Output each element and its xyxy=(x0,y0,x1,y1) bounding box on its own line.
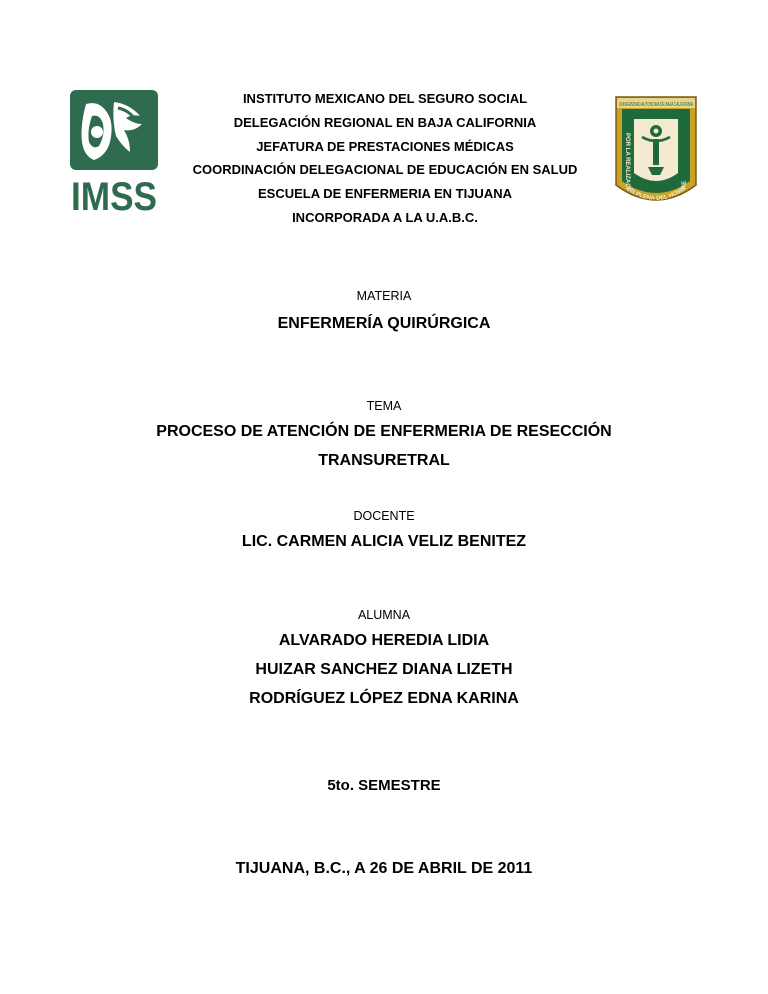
materia-value: ENFERMERÍA QUIRÚRGICA xyxy=(277,315,491,332)
seal-band-textpath: POR LA REALIZACION PLENA DEL HOMBRE xyxy=(624,133,688,203)
header-school: ESCUELA DE ENFERMERIA EN TIJUANA xyxy=(257,186,512,201)
seal-top-text: UNIVERSIDAD AUTONOMA DE BAJA CALIFORNIA xyxy=(619,102,694,108)
materia-label: MATERIA xyxy=(356,289,412,303)
alumna-label: ALUMNA xyxy=(357,608,411,622)
alumna-name: ALVARADO HEREDIA LIDIA xyxy=(278,632,490,649)
imss-logo xyxy=(70,90,158,219)
tema-line-2: TRANSURETRAL xyxy=(318,452,450,469)
alumna-name: HUIZAR SANCHEZ DIANA LIZETH xyxy=(255,661,513,678)
semester: 5to. SEMESTRE xyxy=(327,777,441,794)
tema-line-1: PROCESO DE ATENCIÓN DE ENFERMERIA DE RESECCIÓN xyxy=(156,423,612,440)
imss-logo-text: IMSS xyxy=(71,175,157,219)
uabc-seal xyxy=(612,93,700,215)
alumna-name: RODRÍGUEZ LÓPEZ EDNA KARINA xyxy=(249,690,519,707)
header-delegation: DELEGACIÓN REGIONAL EN BAJA CALIFORNIA xyxy=(233,115,537,130)
header-institution: INSTITUTO MEXICANO DEL SEGURO SOCIAL xyxy=(242,91,528,106)
place-date: TIJUANA, B.C., A 26 DE ABRIL DE 2011 xyxy=(235,860,533,877)
header-coordination: COORDINACIÓN DELEGACIONAL DE EDUCACIÓN EN SALUD xyxy=(192,162,578,177)
docente-label: DOCENTE xyxy=(353,509,415,523)
header-jefatura: JEFATURA DE PRESTACIONES MÉDICAS xyxy=(256,139,514,154)
header-incorporation: INCORPORADA A LA U.A.B.C. xyxy=(292,210,478,225)
tema-label: TEMA xyxy=(366,399,402,413)
docente-name: LIC. CARMEN ALICIA VELIZ BENITEZ xyxy=(241,533,527,550)
